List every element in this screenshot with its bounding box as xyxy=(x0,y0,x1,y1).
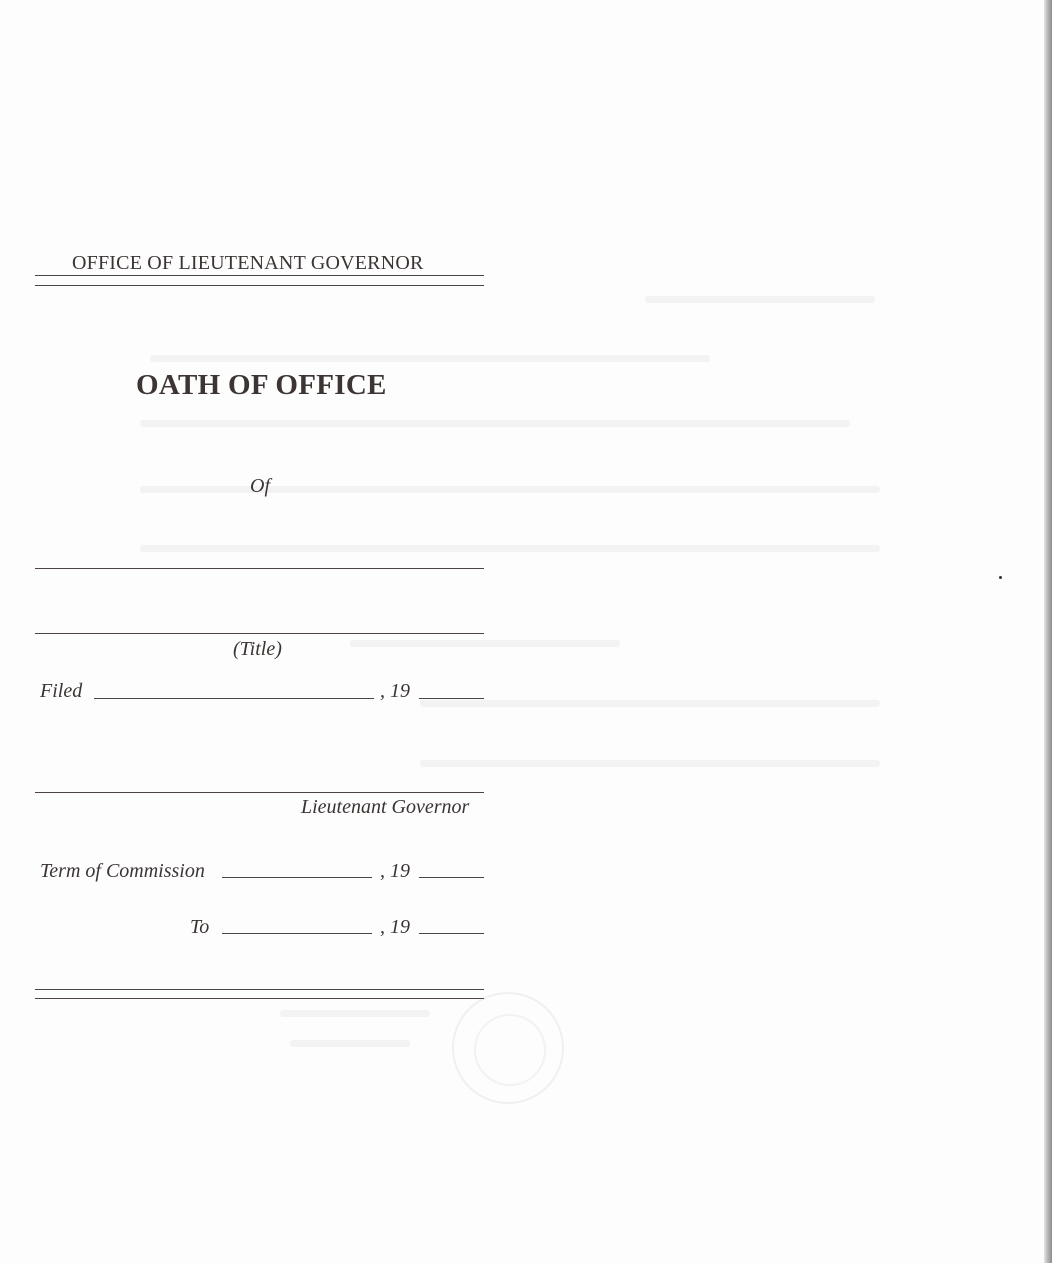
title-caption: (Title) xyxy=(233,638,282,660)
filed-year-line[interactable] xyxy=(419,698,484,699)
title-line[interactable] xyxy=(35,633,484,634)
filed-label: Filed xyxy=(40,680,83,702)
term-year-prefix: , 19 xyxy=(380,860,410,882)
to-date-line[interactable] xyxy=(222,933,372,934)
page-edge xyxy=(1044,0,1052,1263)
ink-speck xyxy=(999,576,1002,579)
header-rule-top xyxy=(35,275,484,276)
to-label: To xyxy=(190,916,210,938)
lt-governor-caption: Lieutenant Governor xyxy=(301,796,470,818)
footer-rule-top xyxy=(35,989,484,990)
embossed-seal xyxy=(452,992,564,1104)
office-header: OFFICE OF LIEUTENANT GOVERNOR xyxy=(72,252,424,274)
footer-rule-bottom xyxy=(35,998,484,999)
term-year-line[interactable] xyxy=(419,877,484,878)
of-label: Of xyxy=(250,475,270,497)
lt-governor-signature-line[interactable] xyxy=(35,792,484,793)
to-year-prefix: , 19 xyxy=(380,916,410,938)
term-date-line[interactable] xyxy=(222,877,372,878)
name-line[interactable] xyxy=(35,568,484,569)
term-label: Term of Commission xyxy=(40,860,205,882)
document-title: OATH OF OFFICE xyxy=(136,369,387,401)
filed-year-prefix: , 19 xyxy=(380,680,410,702)
filed-date-line[interactable] xyxy=(94,698,374,699)
to-year-line[interactable] xyxy=(419,933,484,934)
header-rule-bottom xyxy=(35,285,484,286)
